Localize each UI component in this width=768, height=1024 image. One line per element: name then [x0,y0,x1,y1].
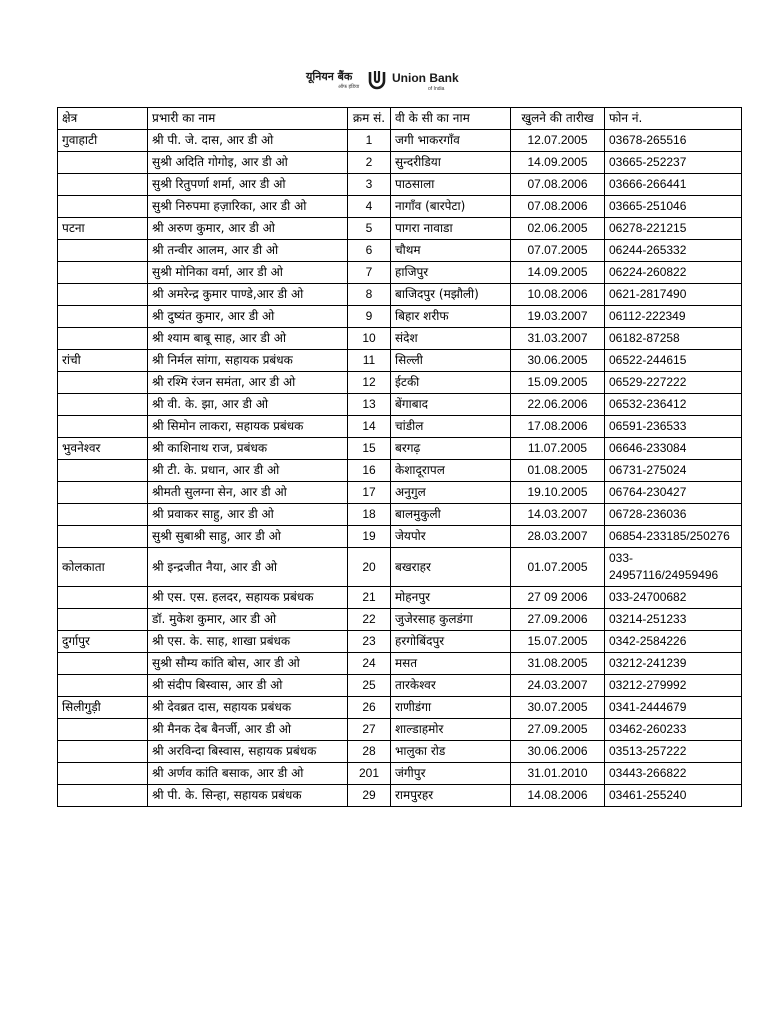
table-row [58,328,742,350]
incharge-cell: श्री अर्णव कांति बसाक, आर डी ओ [148,763,348,785]
vkc-name-cell: शाल्डाहमोर [391,719,511,741]
region-cell: कोलकाता [58,548,148,587]
table-row [58,675,742,697]
opening-date-cell: 11.07.2005 [511,438,605,460]
region-cell [58,262,148,284]
vkc-name-cell: जुजेरसाह कुलडंगा [391,609,511,631]
phone-cell: 06278-221215 [605,218,742,240]
region-cell: गुवाहाटी [58,130,148,152]
region-cell: पटना [58,218,148,240]
serial-cell: 29 [348,785,391,807]
vkc-name-cell: अनुगुल [391,482,511,504]
vkc-incharge-table [57,107,742,807]
table-row [58,372,742,394]
opening-date-cell: 15.09.2005 [511,372,605,394]
incharge-cell: डॉ. मुकेश कुमार, आर डी ओ [148,609,348,631]
serial-cell: 9 [348,306,391,328]
vkc-name-cell: जंगीपुर [391,763,511,785]
table-row [58,697,742,719]
opening-date-cell: 24.03.2007 [511,675,605,697]
incharge-cell: श्री प्रवाकर साहु, आर डी ओ [148,504,348,526]
region-cell [58,482,148,504]
opening-date-cell: 27.09.2006 [511,609,605,631]
incharge-cell: श्री मैनक देब बैनर्जी, आर डी ओ [148,719,348,741]
serial-cell: 28 [348,741,391,763]
opening-date-cell: 14.09.2005 [511,262,605,284]
incharge-cell: श्री काशिनाथ राज, प्रबंधक [148,438,348,460]
table-row [58,416,742,438]
opening-date-cell: 01.08.2005 [511,460,605,482]
table-row [58,741,742,763]
incharge-cell: श्री दुष्यंत कुमार, आर डी ओ [148,306,348,328]
opening-date-cell: 12.07.2005 [511,130,605,152]
opening-date-cell: 10.08.2006 [511,284,605,306]
table-row [58,719,742,741]
incharge-cell: सुश्री रितुपर्णा शर्मा, आर डी ओ [148,174,348,196]
union-bank-emblem-icon [366,68,388,90]
serial-cell: 4 [348,196,391,218]
phone-cell: 06224-260822 [605,262,742,284]
vkc-name-cell: बाजिदपुर (मझौली) [391,284,511,306]
phone-cell: 033-24957116/24959496 [605,548,742,587]
opening-date-cell: 07.08.2006 [511,174,605,196]
phone-cell: 03214-251233 [605,609,742,631]
incharge-cell: सुश्री सौम्य कांति बोस, आर डी ओ [148,653,348,675]
logo-hindi-subtext: ऑफ इंडिया [338,84,360,90]
serial-cell: 18 [348,504,391,526]
serial-cell: 27 [348,719,391,741]
phone-cell: 03212-279992 [605,675,742,697]
table-row [58,785,742,807]
vkc-name-cell: बिहार शरीफ [391,306,511,328]
region-cell [58,240,148,262]
table-row [58,504,742,526]
phone-cell: 06182-87258 [605,328,742,350]
logo-hindi-text: यूनियन बैंक [306,70,353,83]
vkc-name-cell: ईटकी [391,372,511,394]
serial-cell: 26 [348,697,391,719]
serial-cell: 2 [348,152,391,174]
serial-cell: 8 [348,284,391,306]
vkc-name-cell: हरगोबिंदपुर [391,631,511,653]
region-cell [58,196,148,218]
region-cell: सिलीगुड़ी [58,697,148,719]
table-row [58,438,742,460]
incharge-cell: श्री एस. एस. हलदर, सहायक प्रबंधक [148,587,348,609]
incharge-cell: श्री अमरेन्द्र कुमार पाण्डे,आर डी ओ [148,284,348,306]
incharge-cell: श्री अरविन्दा बिस्वास, सहायक प्रबंधक [148,741,348,763]
table-row [58,262,742,284]
serial-cell: 7 [348,262,391,284]
region-cell [58,306,148,328]
region-cell [58,416,148,438]
phone-cell: 06731-275024 [605,460,742,482]
table-row [58,631,742,653]
vkc-name-cell: पाठसाला [391,174,511,196]
phone-cell: 03461-255240 [605,785,742,807]
opening-date-cell: 01.07.2005 [511,548,605,587]
opening-date-cell: 30.06.2005 [511,350,605,372]
incharge-cell: श्री टी. के. प्रधान, आर डी ओ [148,460,348,482]
table-row [58,306,742,328]
serial-cell: 13 [348,394,391,416]
opening-date-cell: 31.01.2010 [511,763,605,785]
opening-date-cell: 31.08.2005 [511,653,605,675]
incharge-cell: श्री एस. के. साह, शाखा प्रबंधक [148,631,348,653]
phone-cell: 06728-236036 [605,504,742,526]
table-row [58,394,742,416]
region-cell [58,719,148,741]
region-cell [58,526,148,548]
incharge-cell: श्री वी. के. झा, आर डी ओ [148,394,348,416]
incharge-cell: श्री पी. के. सिन्हा, सहायक प्रबंधक [148,785,348,807]
serial-cell: 15 [348,438,391,460]
table-row [58,130,742,152]
serial-cell: 17 [348,482,391,504]
incharge-cell: श्री निर्मल सांगा, सहायक प्रबंधक [148,350,348,372]
serial-cell: 22 [348,609,391,631]
table-row [58,152,742,174]
region-cell [58,653,148,675]
opening-date-cell: 19.03.2007 [511,306,605,328]
table-row [58,587,742,609]
phone-cell: 03665-252237 [605,152,742,174]
opening-date-cell: 14.03.2007 [511,504,605,526]
serial-cell: 11 [348,350,391,372]
incharge-cell: सुश्री अदिति गोगोइ, आर डी ओ [148,152,348,174]
phone-cell: 06529-227222 [605,372,742,394]
incharge-cell: श्री इन्द्रजीत नैया, आर डी ओ [148,548,348,587]
incharge-cell: सुश्री मोनिका वर्मा, आर डी ओ [148,262,348,284]
opening-date-cell: 17.08.2006 [511,416,605,438]
incharge-cell: श्रीमती सुलग्ना सेन, आर डी ओ [148,482,348,504]
serial-cell: 16 [348,460,391,482]
region-cell [58,785,148,807]
table-row [58,763,742,785]
table-row [58,284,742,306]
union-bank-logo [300,66,460,96]
serial-cell: 21 [348,587,391,609]
vkc-name-cell: सिल्ली [391,350,511,372]
header-region: क्षेत्र [58,108,148,130]
opening-date-cell: 27 09 2006 [511,587,605,609]
table-row [58,174,742,196]
region-cell [58,152,148,174]
vkc-name-cell: संदेश [391,328,511,350]
region-cell [58,394,148,416]
serial-cell: 201 [348,763,391,785]
opening-date-cell: 07.07.2005 [511,240,605,262]
region-cell [58,504,148,526]
region-cell: भुवनेश्वर [58,438,148,460]
serial-cell: 6 [348,240,391,262]
opening-date-cell: 15.07.2005 [511,631,605,653]
serial-cell: 23 [348,631,391,653]
table-row [58,240,742,262]
serial-cell: 20 [348,548,391,587]
vkc-name-cell: मसत [391,653,511,675]
phone-cell: 03678-265516 [605,130,742,152]
region-cell [58,284,148,306]
incharge-cell: श्री सिमोन लाकरा, सहायक प्रबंधक [148,416,348,438]
region-cell [58,741,148,763]
incharge-cell: श्री श्याम बाबू साह, आर डी ओ [148,328,348,350]
serial-cell: 1 [348,130,391,152]
phone-cell: 06646-233084 [605,438,742,460]
table-row [58,460,742,482]
phone-cell: 06764-230427 [605,482,742,504]
phone-cell: 0342-2584226 [605,631,742,653]
phone-cell: 0341-2444679 [605,697,742,719]
header-phone: फोन नं. [605,108,742,130]
phone-cell: 06591-236533 [605,416,742,438]
vkc-name-cell: बखराहर [391,548,511,587]
incharge-cell: सुश्री निरुपमा हज़ारिका, आर डी ओ [148,196,348,218]
region-cell [58,372,148,394]
phone-cell: 03212-241239 [605,653,742,675]
serial-cell: 3 [348,174,391,196]
incharge-cell: श्री रश्मि रंजन समंता, आर डी ओ [148,372,348,394]
serial-cell: 24 [348,653,391,675]
phone-cell: 06112-222349 [605,306,742,328]
incharge-cell: श्री अरुण कुमार, आर डी ओ [148,218,348,240]
header-serial: क्रम सं. [348,108,391,130]
phone-cell: 03666-266441 [605,174,742,196]
incharge-cell: श्री पी. जे. दास, आर डी ओ [148,130,348,152]
incharge-cell: श्री संदीप बिस्वास, आर डी ओ [148,675,348,697]
logo-english-text: Union Bank [392,71,459,85]
vkc-name-cell: नागाँव (बारपेटा) [391,196,511,218]
table-row [58,609,742,631]
phone-cell: 03443-266822 [605,763,742,785]
vkc-name-cell: बरगढ़ [391,438,511,460]
region-cell [58,675,148,697]
vkc-name-cell: केशादूरापल [391,460,511,482]
vkc-name-cell: तारकेश्वर [391,675,511,697]
table-row [58,548,742,587]
table-row [58,653,742,675]
opening-date-cell: 22.06.2006 [511,394,605,416]
opening-date-cell: 30.06.2006 [511,741,605,763]
vkc-name-cell: जगी भाकरगाँव [391,130,511,152]
region-cell: दुर्गापुर [58,631,148,653]
vkc-name-cell: राणीडंगा [391,697,511,719]
vkc-name-cell: हाजिपुर [391,262,511,284]
serial-cell: 19 [348,526,391,548]
phone-cell: 03665-251046 [605,196,742,218]
vkc-name-cell: रामपुरहर [391,785,511,807]
opening-date-cell: 02.06.2005 [511,218,605,240]
table-header-row [58,108,742,130]
header-vkc: वी के सी का नाम [391,108,511,130]
opening-date-cell: 27.09.2005 [511,719,605,741]
phone-cell: 03462-260233 [605,719,742,741]
phone-cell: 06854-233185/250276 [605,526,742,548]
vkc-name-cell: मोहनपुर [391,587,511,609]
header-opening-date: खुलने की तारीख [511,108,605,130]
serial-cell: 5 [348,218,391,240]
phone-cell: 06244-265332 [605,240,742,262]
phone-cell: 03513-257222 [605,741,742,763]
serial-cell: 14 [348,416,391,438]
vkc-name-cell: बालमुकुली [391,504,511,526]
region-cell [58,609,148,631]
incharge-cell: श्री तन्वीर आलम, आर डी ओ [148,240,348,262]
vkc-name-cell: पागरा नावाडा [391,218,511,240]
header-incharge: प्रभारी का नाम [148,108,348,130]
region-cell [58,328,148,350]
serial-cell: 12 [348,372,391,394]
vkc-name-cell: चांडील [391,416,511,438]
region-cell [58,174,148,196]
vkc-name-cell: भालुका रोड [391,741,511,763]
vkc-name-cell: जेयपोर [391,526,511,548]
vkc-name-cell: सुन्दरीडिया [391,152,511,174]
incharge-cell: श्री देवब्रत दास, सहायक प्रबंधक [148,697,348,719]
opening-date-cell: 30.07.2005 [511,697,605,719]
region-cell [58,460,148,482]
region-cell: रांची [58,350,148,372]
region-cell [58,763,148,785]
opening-date-cell: 14.09.2005 [511,152,605,174]
phone-cell: 06522-244615 [605,350,742,372]
vkc-name-cell: चौथम [391,240,511,262]
table-row [58,218,742,240]
opening-date-cell: 07.08.2006 [511,196,605,218]
region-cell [58,587,148,609]
opening-date-cell: 19.10.2005 [511,482,605,504]
table-row [58,196,742,218]
opening-date-cell: 14.08.2006 [511,785,605,807]
incharge-cell: सुश्री सुबाश्री साहु, आर डी ओ [148,526,348,548]
table-row [58,482,742,504]
serial-cell: 10 [348,328,391,350]
table-row [58,350,742,372]
phone-cell: 033-24700682 [605,587,742,609]
phone-cell: 06532-236412 [605,394,742,416]
opening-date-cell: 28.03.2007 [511,526,605,548]
table-row [58,526,742,548]
phone-cell: 0621-2817490 [605,284,742,306]
serial-cell: 25 [348,675,391,697]
opening-date-cell: 31.03.2007 [511,328,605,350]
vkc-name-cell: बेंगाबाद [391,394,511,416]
logo-english-subtext: of India [428,86,445,92]
